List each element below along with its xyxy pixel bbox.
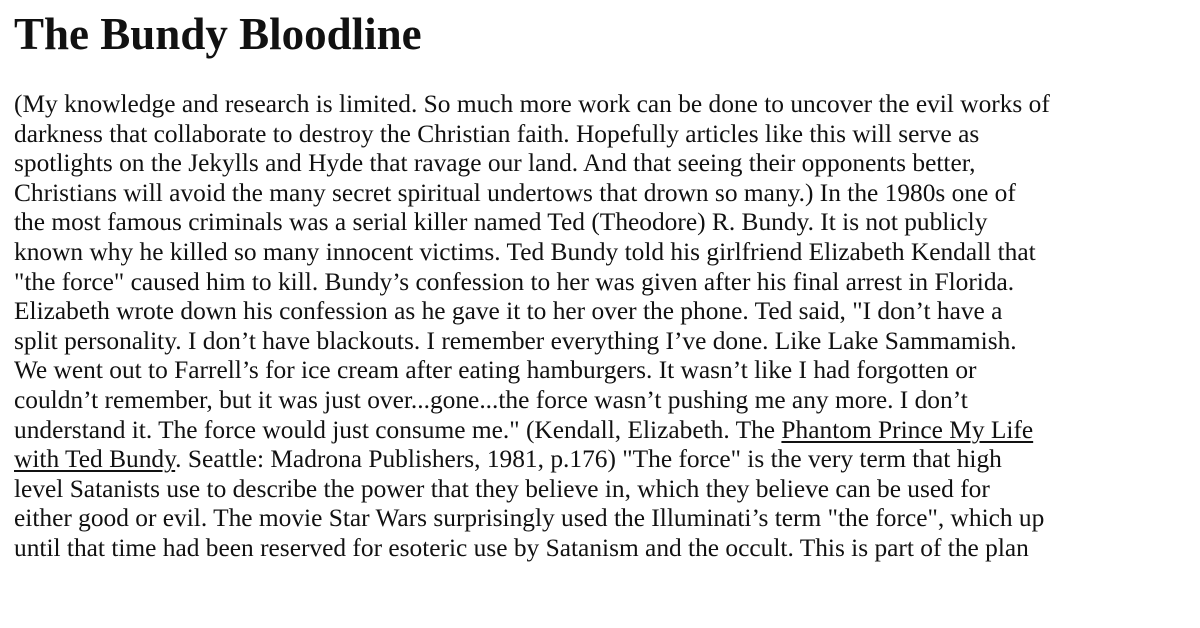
body-line: Elizabeth wrote down his confession as he gave it to her over the phone. Ted said, "I don’t have a (14, 297, 1003, 326)
body-line: (My knowledge and research is limited. So much more work can be done to uncover the evil works of (14, 90, 1050, 118)
book-title-part-1: Phantom Prince My Life (781, 415, 1034, 444)
body-line: level Satanists use to describe the power that they believe in, which they believe can be used for (14, 474, 990, 503)
body-line: Christians will avoid the many secret spiritual undertows that drown so many.) In the 1980s one of (14, 178, 1016, 207)
book-title-part-2: with Ted Bundy (14, 445, 176, 474)
document-page (14, 0, 1194, 564)
body-line-with-citation (14, 445, 1194, 475)
body-line: "the force" caused him to kill. Bundy’s confession to her was given after his final arrest in Florida. (14, 267, 1015, 296)
body-line: couldn’t remember, but it was just over...gone...the force wasn’t pushing me any more. I don’t (14, 385, 968, 414)
body-line: spotlights on the Jekylls and Hyde that ravage our land. And that seeing their opponents better, (14, 149, 976, 178)
body-line: darkness that collaborate to destroy the Christian faith. Hopefully articles like this will serve as (14, 119, 980, 148)
body-line: either good or evil. The movie Star Wars surprisingly used the Illuminati’s term "the force", which up (14, 504, 1045, 533)
body-line-text: understand it. The force would just consume me." (Kendall, Elizabeth. The (14, 415, 782, 444)
body-line: the most famous criminals was a serial killer named Ted (Theodore) R. Bundy. It is not publicly (14, 208, 988, 237)
body-line: split personality. I don’t have blackouts. I remember everything I’ve done. Like Lake Sammamish. (14, 326, 1017, 355)
body-line: We went out to Farrell’s for ice cream after eating hamburgers. It wasn’t like I had forgotten or (14, 356, 977, 385)
article-body (14, 90, 1194, 564)
body-line: until that time had been reserved for esoteric use by Satanism and the occult. This is part of the plan (14, 533, 1029, 562)
body-line-with-citation (14, 416, 1194, 446)
article-title: The Bundy Bloodline (14, 9, 422, 59)
body-line: known why he killed so many innocent victims. Ted Bundy told his girlfriend Elizabeth Kendall that (14, 237, 1036, 266)
body-line-text: . Seattle: Madrona Publishers, 1981, p.176) "The force" is the very term that high (175, 445, 1002, 474)
